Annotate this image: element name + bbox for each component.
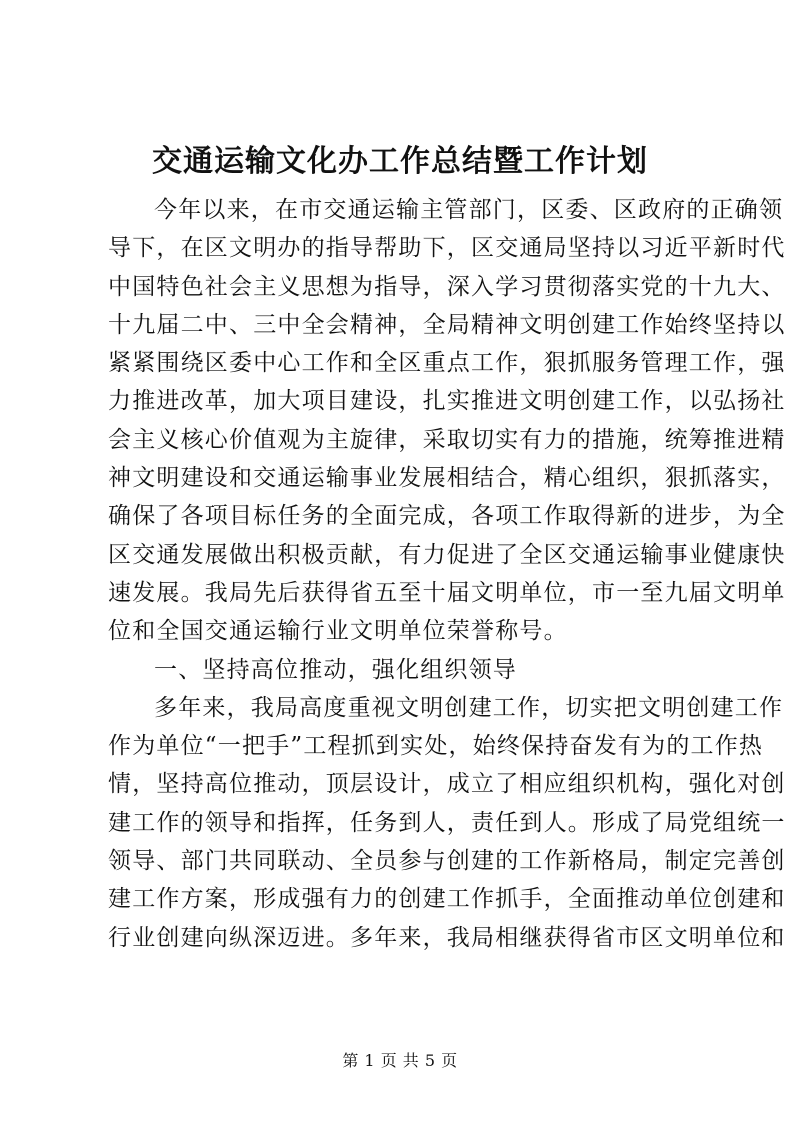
paragraph-line: 区交通发展做出积极贡献，有力促进了全区交通运输事业健康快: [108, 541, 786, 568]
paragraph-line: 确保了各项目标任务的全面完成，各项工作取得新的进步，为全: [108, 503, 786, 530]
paragraph-line: 建工作的领导和指挥，任务到人，责任到人。形成了局党组统一: [108, 809, 786, 836]
paragraph-line: 十九届二中、三中全会精神，全局精神文明创建工作始终坚持以: [108, 311, 786, 338]
paragraph-line: 力推进改革，加大项目建设，扎实推进文明创建工作，以弘扬社: [108, 388, 786, 415]
section-heading: 一、坚持高位推动，强化组织领导: [154, 656, 517, 683]
paragraph-line: 领导、部门共同联动、全员参与创建的工作新格局，制定完善创: [108, 848, 786, 875]
paragraph-line: 作为单位“一把手”工程抓到实处，始终保持奋发有为的工作热: [108, 733, 764, 760]
paragraph-line: 情，坚持高位推动，顶层设计，成立了相应组织机构，强化对创: [108, 771, 786, 798]
paragraph-line: 建工作方案，形成强有力的创建工作抓手，全面推动单位创建和: [108, 886, 786, 913]
paragraph-line: 多年来，我局高度重视文明创建工作，切实把文明创建工作: [154, 694, 784, 721]
paragraph-line: 神文明建设和交通运输事业发展相结合，精心组织，狠抓落实，: [108, 465, 786, 492]
paragraph-line: 会主义核心价值观为主旋律，采取切实有力的措施，统筹推进精: [108, 426, 786, 453]
document-body: [108, 191, 786, 957]
paragraph-line: 速发展。我局先后获得省五至十届文明单位，市一至九届文明单: [108, 579, 786, 606]
paragraph-line: 行业创建向纵深迈进。多年来，我局相继获得省市区文明单位和: [108, 924, 786, 951]
paragraph-line: 位和全国交通运输行业文明单位荣誉称号。: [108, 618, 568, 645]
page-number: 第 1 页 共 5 页: [342, 1051, 458, 1070]
paragraph-line: 今年以来，在市交通运输主管部门，区委、区政府的正确领: [154, 197, 784, 223]
document-title: 交通运输文化办工作总结暨工作计划: [152, 144, 648, 179]
paragraph-line: 紧紧围绕区委中心工作和全区重点工作，狠抓服务管理工作，强: [108, 350, 786, 377]
paragraph-line: 导下，在区文明办的指导帮助下，区交通局坚持以习近平新时代: [108, 235, 786, 262]
paragraph-line: 中国特色社会主义思想为指导，深入学习贯彻落实党的十九大、: [108, 273, 786, 300]
